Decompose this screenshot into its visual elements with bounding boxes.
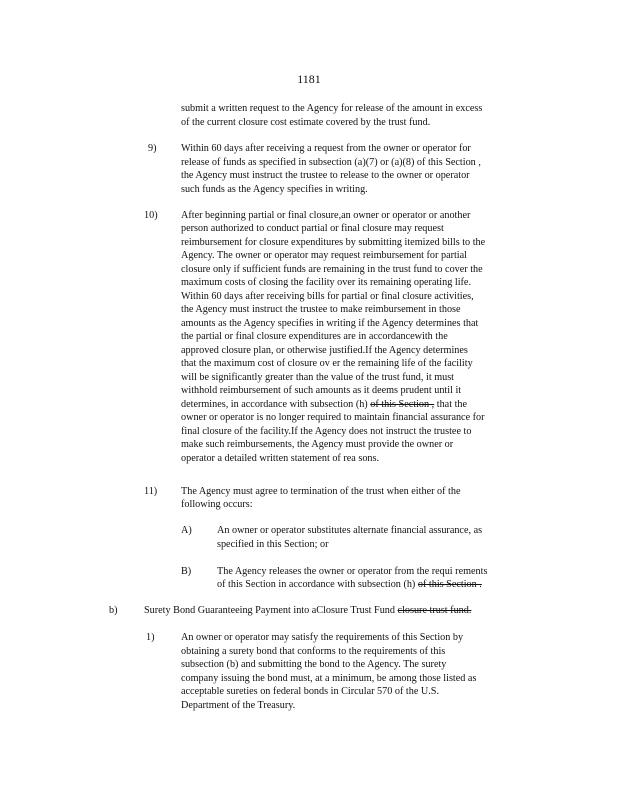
subitem-letter: B) (181, 566, 192, 577)
text-line: approved closure plan, or otherwise justified.If the Agency determines (181, 345, 468, 356)
text-line: operator a detailed written statement of rea sons. (181, 453, 380, 464)
page-number: 1181 (297, 72, 321, 86)
text-line: company issuing the bond must, at a minimum, be among those listed as (181, 673, 477, 684)
text-segment: of this Section in accordance with subsection (h) (217, 579, 418, 590)
text-line: reimbursement for closure expenditures by submitting itemized bills to the (181, 237, 486, 248)
item-number: 11) (144, 486, 158, 497)
text-line: maximum costs of closing the facility over its remaining operating life. (181, 277, 471, 288)
text-line: person authorized to conduct partial or final closure may request (181, 223, 444, 234)
text-line (217, 578, 482, 591)
text-line: the Agency must instruct the trustee to release to the owner or operator (181, 170, 470, 181)
text-line: such funds as the Agency specifies in writing. (181, 184, 368, 195)
text-line: Agency. The owner or operator may request reimbursement for partial (181, 250, 467, 261)
struck-text: of this Section , (370, 399, 435, 410)
text-line: obtaining a surety bond that conforms to the requirements of this (181, 646, 446, 657)
subitem-letter: A) (181, 525, 192, 536)
struck-text: closure trust fund. (397, 605, 472, 616)
text-line: of the current closure cost estimate covered by the trust fund. (181, 117, 431, 128)
text-line: An owner or operator substitutes alternate financial assurance, as (217, 525, 483, 536)
text-line: withhold reimbursement of such amounts as it deems prudent until it (181, 385, 462, 396)
text-segment: Surety Bond Guaranteeing Payment into aClosure Trust Fund (144, 605, 398, 616)
text-line: following occurs: (181, 499, 253, 510)
text-line: The Agency must agree to termination of the trust when either of the (181, 486, 461, 497)
text-line: that the maximum cost of closure ov er the remaining life of the facility (181, 358, 473, 369)
text-line: After beginning partial or final closure,an owner or operator or another (181, 210, 471, 221)
text-segment: determines, in accordance with subsection (h) (181, 399, 371, 410)
text-line: will be significantly greater than the value of the trust fund, it must (181, 372, 455, 383)
text-line: specified in this Section; or (217, 539, 329, 550)
text-line: An owner or operator may satisfy the requirements of this Section by (181, 632, 464, 643)
text-line: release of funds as specified in subsection (a)(7) or (a)(8) of this Section , (181, 157, 481, 168)
text-line: make such reimbursements, the Agency must provide the owner or (181, 439, 454, 450)
section-letter: b) (109, 605, 118, 616)
item-number: 9) (148, 143, 157, 154)
text-line: amounts as the Agency specifies in writing if the Agency determines that (181, 318, 479, 329)
text-line: owner or operator is no longer required to maintain financial assurance for (181, 412, 485, 423)
text-line: submit a written request to the Agency for release of the amount in excess (181, 103, 483, 114)
text-line: subsection (b) and submitting the bond to the Agency. The surety (181, 659, 447, 670)
text-line: the Agency must instruct the trustee to make reimbursement in those (181, 304, 461, 315)
text-line: the partial or final closure expenditures are in accordancewith the (181, 331, 448, 342)
text-line: final closure of the facility.If the Agency does not instruct the trustee to (181, 426, 472, 437)
section-title (144, 604, 471, 617)
text-line (181, 398, 467, 411)
text-line: Within 60 days after receiving bills for partial or final closure activities, (181, 291, 474, 302)
item-number: 10) (144, 210, 158, 221)
text-line: The Agency releases the owner or operator from the requi rements (217, 566, 488, 577)
item-number: 1) (146, 632, 155, 643)
text-line: Department of the Treasury. (181, 700, 296, 711)
struck-text: of this Section . (417, 579, 482, 590)
text-line: acceptable sureties on federal bonds in Circular 570 of the U.S. (181, 686, 440, 697)
text-line: closure only if sufficient funds are remaining in the trust fund to cover the (181, 264, 483, 275)
text-segment: that the (434, 399, 468, 410)
text-line: Within 60 days after receiving a request from the owner or operator for (181, 143, 471, 154)
